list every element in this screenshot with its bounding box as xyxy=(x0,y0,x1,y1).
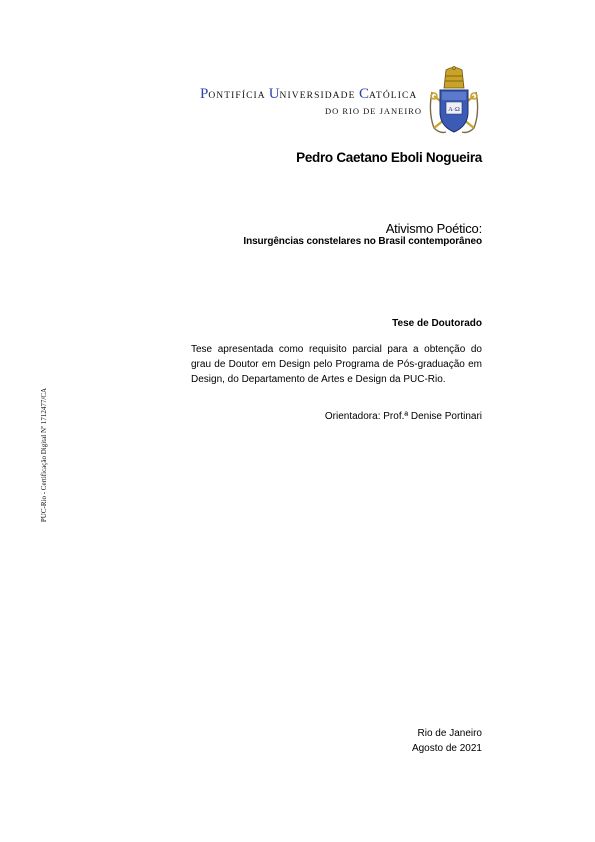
thesis-title: Ativismo Poético: xyxy=(385,221,482,236)
side-certification xyxy=(36,360,52,550)
initial-letter: C xyxy=(359,86,370,102)
author-name: Pedro Caetano Eboli Nogueira xyxy=(296,150,482,165)
initial-letter: P xyxy=(200,86,209,102)
university-word: ONTIFÍCIA xyxy=(208,91,266,101)
initial-letter: U xyxy=(268,86,280,102)
university-crest-icon xyxy=(426,66,482,138)
advisor-name: Orientadora: Prof.ª Denise Portinari xyxy=(324,411,482,422)
degree-type: Tese de Doutorado xyxy=(392,318,482,329)
certification-note: PUC-Rio - Certificação Digital Nº 1712477/CA xyxy=(40,387,48,523)
date: Agosto de 2021 xyxy=(411,743,482,754)
thesis-subtitle: Insurgências constelares no Brasil contemporâneo xyxy=(243,236,482,247)
place: Rio de Janeiro xyxy=(417,728,482,739)
crest-letters: A·Ω xyxy=(448,106,460,113)
university-city: DO RIO DE JANEIRO xyxy=(324,106,422,116)
university-word: ATÓLICA xyxy=(369,91,418,101)
university-word: NIVERSIDADE xyxy=(279,91,356,101)
university-name xyxy=(200,86,422,106)
thesis-description: Tese apresentada como requisito parcial para a obtenção do grau de Doutor em Design pelo Programa de Pós-graduação em Design, do Departamento de Artes e Design da PUC-Rio. xyxy=(191,344,482,385)
